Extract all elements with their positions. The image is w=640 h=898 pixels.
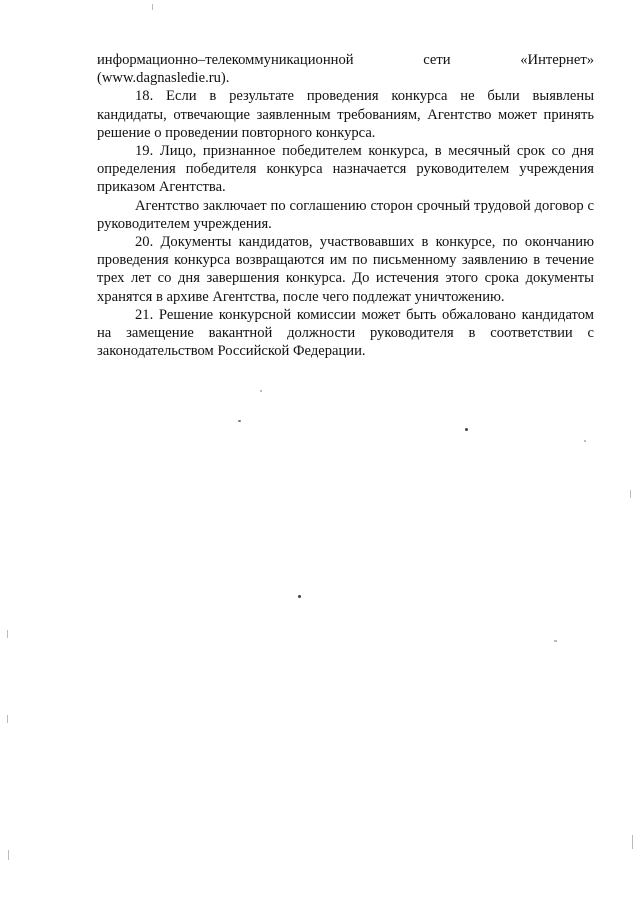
paragraph-18: 18. Если в результате проведения конкурса не были выявлены кандидаты, отвечающие заявленным требованиям, Агентство может принять решение о проведении повторного конкурса. [97, 88, 594, 141]
scan-speck [238, 420, 241, 422]
scan-mark [7, 630, 8, 638]
paragraph-19-contract: Агентство заключает по соглашению сторон срочный трудовой договор с руководителем учреждения. [97, 197, 594, 232]
scan-mark [152, 4, 153, 10]
scan-mark [8, 850, 9, 860]
paragraph-20: 20. Документы кандидатов, участвовавших в конкурсе, по окончанию проведения конкурса возвращаются им по письменному заявлению в течение трех лет со дня завершения конкурса. До истечения этого срока документы хранятся в архиве Агентства, после чего подлежат уничтожению. [97, 234, 594, 305]
scan-speck [298, 595, 301, 598]
paragraph-19: 19. Лицо, признанное победителем конкурса, в месячный срок со дня определения победителя конкурса назначается руководителем учреждения приказом Агентства. [97, 143, 594, 196]
scan-mark [584, 440, 586, 442]
scan-mark [7, 715, 8, 723]
document-body [97, 51, 594, 360]
continuation-word-1: информационно–телекоммуникационной [97, 52, 354, 68]
scan-mark [260, 390, 262, 392]
continuation-word-3: «Интернет» [520, 52, 594, 68]
continuation-word-2: сети [423, 52, 451, 68]
scan-mark [630, 490, 631, 498]
scan-mark [554, 640, 557, 642]
scan-mark [632, 835, 633, 849]
continuation-tail: (www.dagnasledie.ru). [97, 70, 230, 87]
scan-speck [465, 428, 468, 431]
paragraph-21: 21. Решение конкурсной комиссии может быть обжаловано кандидатом на замещение вакантной должности руководителя в соответствии с законодательством Российской Федерации. [97, 306, 594, 360]
continuation-line [97, 51, 594, 69]
